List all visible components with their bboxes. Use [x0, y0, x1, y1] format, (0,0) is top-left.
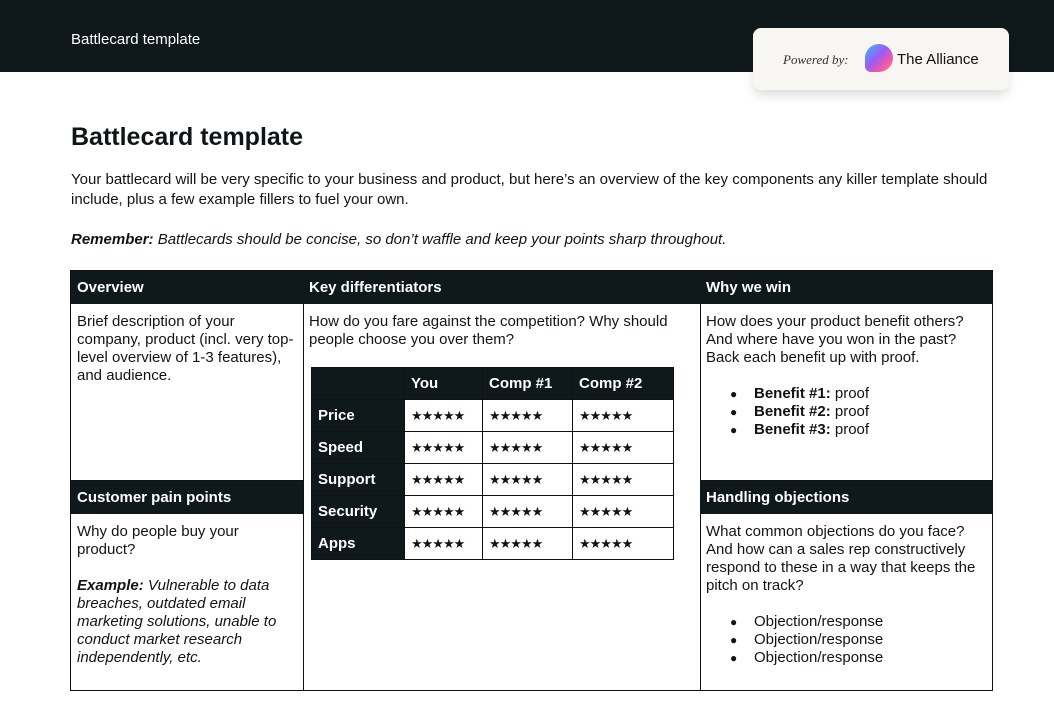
- benefit-value: proof: [830, 421, 870, 438]
- table-row: [312, 400, 674, 432]
- differentiators-text: How do you fare against the competition? Why should people choose you over them?: [309, 313, 668, 348]
- star-rating: ★★★★★: [573, 528, 674, 560]
- comparison-header-row: [312, 368, 674, 400]
- star-rating: ★★★★★: [573, 464, 674, 496]
- middle-column: [303, 271, 701, 690]
- pain-points-header: Customer pain points: [71, 481, 303, 514]
- topbar-title: Battlecard template: [71, 31, 201, 48]
- star-rating: ★★★★★: [483, 432, 573, 464]
- star-rating: ★★★★★: [483, 496, 573, 528]
- why-we-win-header: Why we win: [700, 271, 992, 304]
- pain-points-text: Why do people buy your product?: [77, 523, 239, 558]
- star-rating: ★★★★★: [483, 528, 573, 560]
- benefit-label: Benefit #3:: [754, 421, 831, 438]
- column-header-comp-2: Comp #2: [573, 368, 674, 400]
- star-rating: ★★★★★: [573, 432, 674, 464]
- left-column: [71, 271, 304, 690]
- intro-text: Your battlecard will be very specific to your business and product, but here’s an overview of the key components any killer template should include, plus a few example fillers to fuel your own.: [71, 171, 988, 208]
- powered-by-badge[interactable]: [753, 28, 1009, 90]
- benefit-list: [706, 385, 984, 439]
- example-text: Vulnerable to data breaches, outdated email marketing solutions, unable to conduct market research independently, etc.: [77, 577, 277, 666]
- benefit-label: Benefit #2:: [754, 403, 831, 420]
- remember-text: Battlecards should be concise, so don’t waffle and keep your points sharp throughout.: [153, 231, 727, 248]
- star-rating: ★★★★★: [405, 464, 483, 496]
- overview-text: Brief description of your company, product (incl. very top-level overview of 1-3 features), and audience.: [77, 313, 294, 384]
- top-bar: [0, 0, 1054, 72]
- list-item: ● Objection/response: [754, 649, 984, 667]
- table-row: [312, 464, 674, 496]
- benefit-value: proof: [830, 403, 870, 420]
- list-item: ● Objection/response: [754, 631, 984, 649]
- table-row: [312, 528, 674, 560]
- objections-text: What common objections do you face? And how can a sales rep constructively respond to these in a way that keeps the pitch on track?: [706, 523, 976, 594]
- right-column: [700, 271, 992, 690]
- pain-points-cell: [77, 523, 295, 685]
- powered-by-label: Powered by:: [783, 52, 849, 67]
- star-rating: ★★★★★: [483, 464, 573, 496]
- column-header-you: You: [405, 368, 483, 400]
- list-item: [754, 403, 984, 421]
- star-rating: ★★★★★: [405, 432, 483, 464]
- table-row: [312, 496, 674, 528]
- battlecard-table: [70, 270, 993, 691]
- remember-label: Remember:: [71, 231, 154, 248]
- overview-header: Overview: [71, 271, 303, 304]
- row-label: Security: [312, 496, 405, 528]
- why-we-win-text: How does your product benefit others? And where have you won in the past? Back each benefit up with proof.: [706, 313, 964, 366]
- list-item: [754, 385, 984, 403]
- remember-note: [71, 230, 991, 250]
- benefit-value: proof: [830, 385, 870, 402]
- row-label: Apps: [312, 528, 405, 560]
- row-label: Support: [312, 464, 405, 496]
- table-row: [312, 432, 674, 464]
- differentiators-header: Key differentiators: [303, 271, 700, 304]
- star-rating: ★★★★★: [573, 496, 674, 528]
- star-rating: ★★★★★: [405, 400, 483, 432]
- brand-name: The Alliance: [897, 51, 979, 68]
- objections-cell: [706, 523, 984, 667]
- alliance-logo-icon: [865, 44, 893, 72]
- objection-list: [706, 613, 984, 667]
- benefit-label: Benefit #1:: [754, 385, 831, 402]
- star-rating: ★★★★★: [483, 400, 573, 432]
- corner-header: [312, 368, 405, 400]
- pain-points-example: [77, 577, 295, 667]
- star-rating: ★★★★★: [405, 528, 483, 560]
- row-label: Speed: [312, 432, 405, 464]
- page-title: Battlecard template: [71, 123, 304, 151]
- star-rating: ★★★★★: [573, 400, 674, 432]
- star-rating: ★★★★★: [405, 496, 483, 528]
- why-we-win-cell: [706, 313, 984, 439]
- objections-header: Handling objections: [700, 481, 992, 514]
- list-item: [754, 421, 984, 439]
- comparison-table: [311, 367, 674, 560]
- list-item: ● Objection/response: [754, 613, 984, 631]
- row-label: Price: [312, 400, 405, 432]
- example-label: Example:: [77, 577, 144, 594]
- column-header-comp-1: Comp #1: [483, 368, 573, 400]
